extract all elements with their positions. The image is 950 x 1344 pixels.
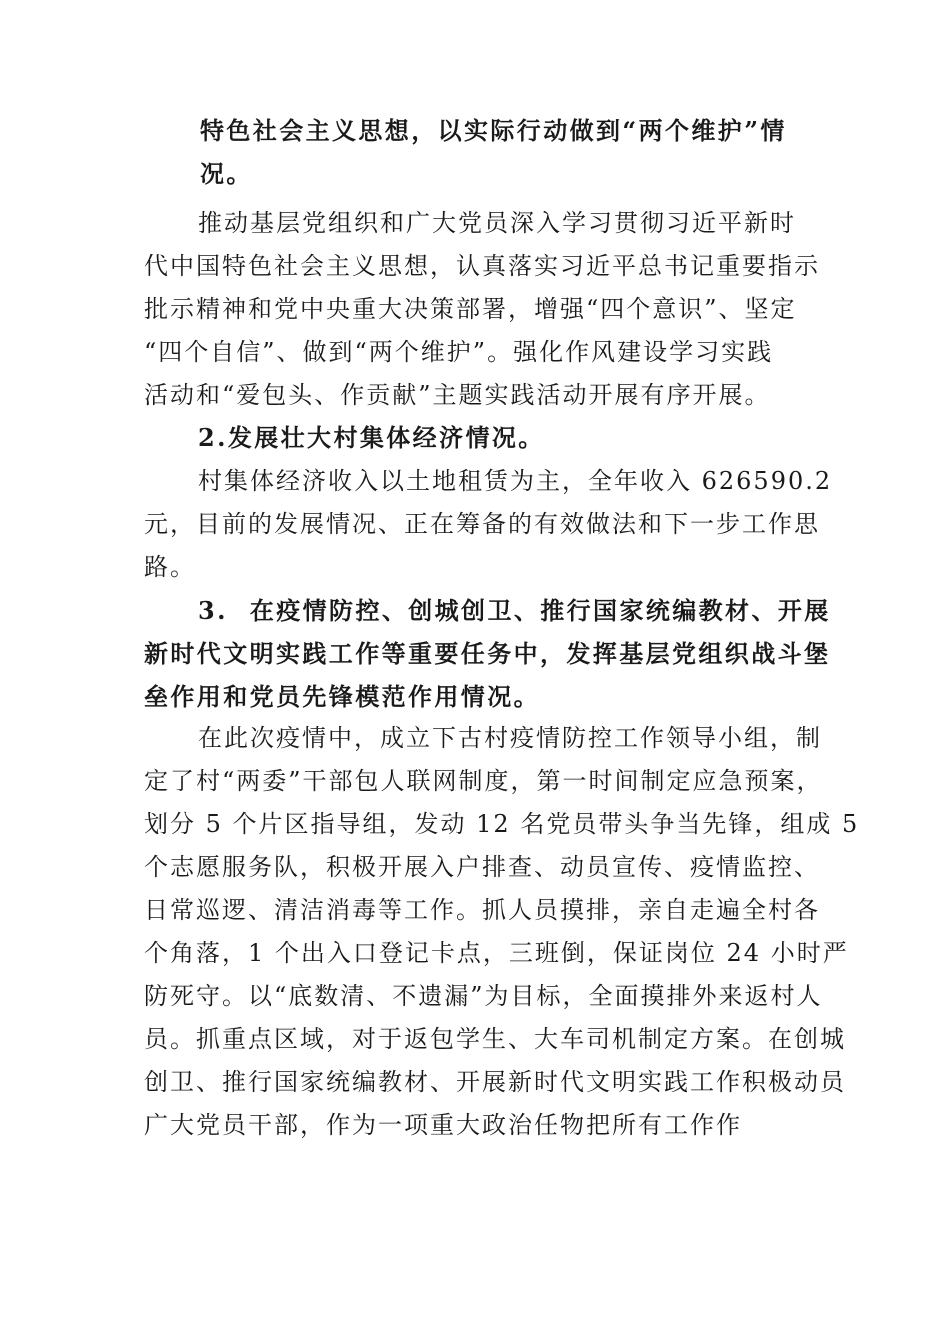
paragraph-3-line-5: 日常巡逻、清洁消毒等工作。抓人员摸排，亲自走遍全村各 [144, 896, 820, 924]
paragraph-3-line-6: 个角落，1 个出入口登记卡点，三班倒，保证岗位 24 小时严 [144, 939, 849, 967]
paragraph-3-line-1: 在此次疫情中，成立下古村疫情防控工作领导小组，制 [198, 724, 822, 752]
paragraph-1-line-4: “四个自信”、做到“两个维护”。强化作风建设学习实践 [144, 338, 774, 366]
paragraph-3-line-2: 定了村“两委”干部包人联网制度，第一时间制定应急预案， [144, 767, 823, 795]
section-heading-3-line-1 [198, 596, 831, 626]
paragraph-3-line-10: 广大党员干部，作为一项重大政治任物把所有工作作 [144, 1111, 742, 1139]
paragraph-3-line-8: 员。抓重点区域，对于返包学生、大车司机制定方案。在创城 [144, 1025, 846, 1053]
paragraph-3-line-4: 个志愿服务队，积极开展入户排查、动员宣传、疫情监控、 [144, 853, 820, 881]
section-heading-3-line-2: 新时代文明实践工作等重要任务中，发挥基层党组织战斗堡 [144, 639, 831, 668]
paragraph-1-line-1: 推动基层党组织和广大党员深入学习贯彻习近平新时 [198, 209, 796, 237]
paragraph-2-line-2: 元，目前的发展情况、正在筹备的有效做法和下一步工作思 [144, 510, 820, 538]
section-heading-3-number: 3. [198, 596, 228, 625]
paragraph-3-line-3: 划分 5 个片区指导组，发动 12 名党员带头争当先锋，组成 5 [144, 810, 860, 838]
section-heading-3-text: 在疫情防控、创城创卫、推行国家统编教材、开展 [249, 596, 831, 625]
paragraph-1-line-3: 批示精神和党中央重大决策部署，增强“四个意识”、坚定 [144, 295, 797, 323]
heading-continuation-line-1: 特色社会主义思想，以实际行动做到“两个维护”情 [200, 116, 787, 145]
paragraph-3-line-9: 创卫、推行国家统编教材、开展新时代文明实践工作积极动员 [144, 1068, 846, 1096]
section-heading-3-line-3: 垒作用和党员先锋模范作用情况。 [144, 682, 540, 711]
paragraph-1-line-5: 活动和“爱包头、作贡献”主题实践活动开展有序开展。 [144, 381, 771, 409]
paragraph-3-line-7: 防死守。以“底数清、不遗漏”为目标，全面摸排外来返村人 [144, 982, 823, 1010]
heading-continuation-line-2: 况。 [200, 159, 253, 188]
paragraph-2-line-3: 路。 [144, 553, 196, 581]
paragraph-1-line-2: 代中国特色社会主义思想，认真落实习近平总书记重要指示 [144, 252, 820, 280]
section-heading-2: 2.发展壮大村集体经济情况。 [198, 423, 545, 452]
paragraph-2-line-1: 村集体经济收入以土地租赁为主，全年收入 626590.2 [198, 467, 833, 495]
